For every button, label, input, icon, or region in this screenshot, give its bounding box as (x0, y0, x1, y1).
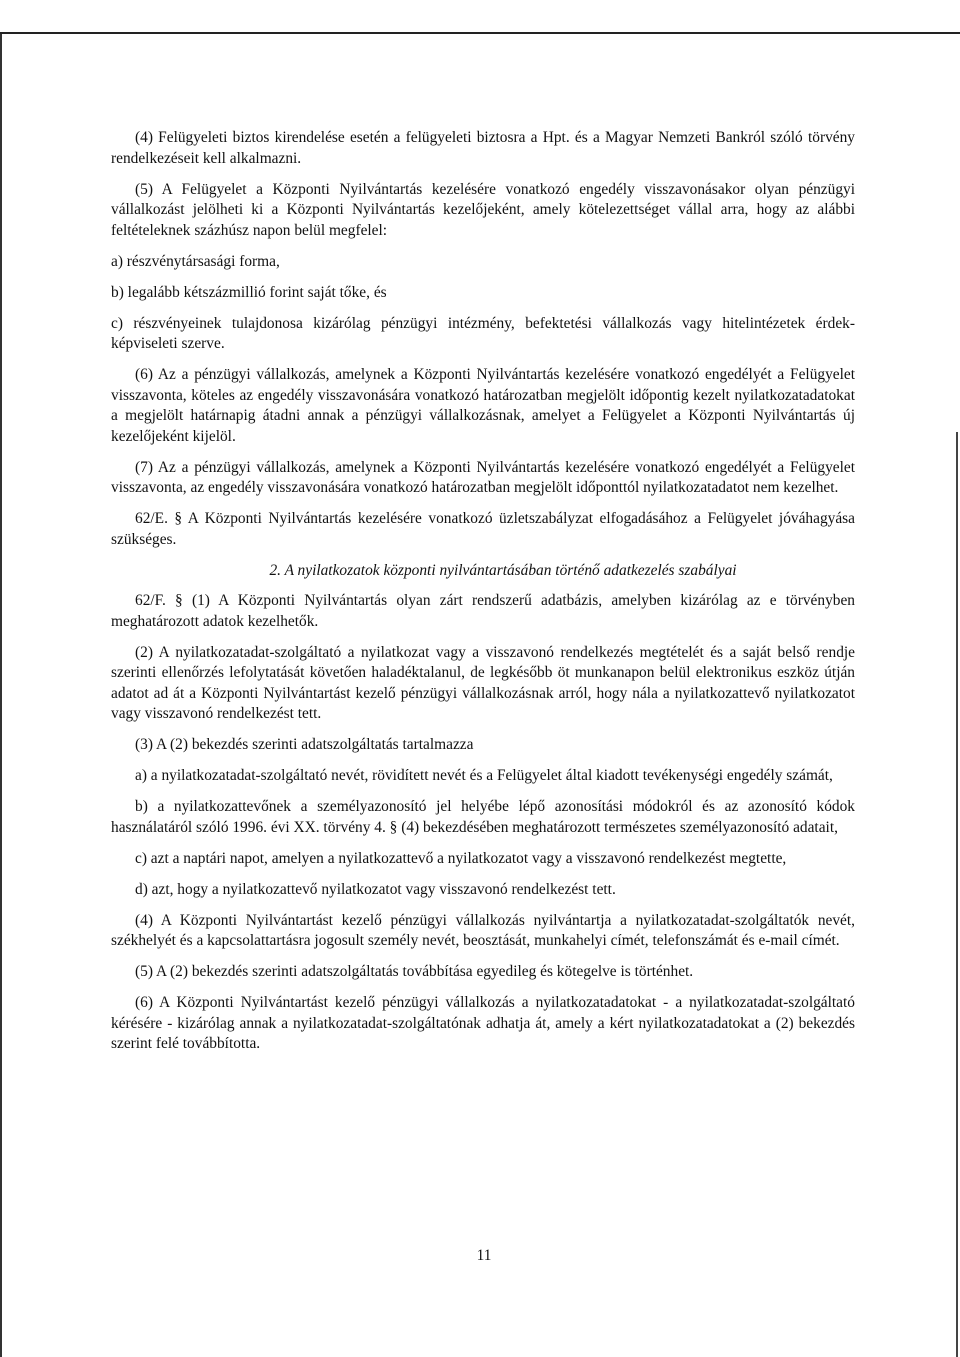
section-subtitle: 2. A nyilatkozatok központi nyilvántartásában történő adatkezelés szabályai (269, 561, 737, 579)
section-62e: 62/E. § A Központi Nyilvántartás kezelésére vonatkozó üzletszabályzat elfogadásához a Felügyelet jóváhagyása szükséges. (111, 510, 855, 548)
section-62f-3-d: d) azt, hogy a nyilatkozattevő nyilatkozatot vagy visszavonó rendelkezést tett. (135, 880, 616, 898)
section-62f-2: (2) A nyilatkozatadat-szolgáltató a nyilatkozat vagy a visszavonó rendelkezés megtételét és a saját belső rendje szerinti ellenőrzés lefolytatását követően haladéktalanul, de legkésőbb öt munkanapon belül elektronikus eszköz útján adatot ad át a Központi Nyilvántartást kezelő pénzügyi vállalkozásnak arról, hogy nála a nyilatkozattevő nyilatkozatot vagy visszavonó rendelkezést tett. (111, 643, 855, 722)
list-item-a: a) részvénytársasági forma, (111, 252, 280, 270)
document-body (111, 128, 855, 1065)
scan-border-right (956, 432, 958, 1357)
section-62f-3-b: b) a nyilatkozattevőnek a személyazonosító jel helyébe lépő azonosítási módokról és az azonosító kódok használatáról szóló 1996. évi XX. törvény 4. § (4) bekezdésében meghatározott természetes személyazonosító adatait, (111, 798, 855, 836)
section-62f-6: (6) A Központi Nyilvántartást kezelő pénzügyi vállalkozás a nyilatkozatadatokat - a nyilatkozatadat-szolgáltató kérésére - kizárólag annak a nyilatkozatadat-szolgáltatónak adhatja át, amely a kért nyilatkozatadatokat a (2) bekezdés szerint felé továbbította. (111, 994, 855, 1052)
section-62f-3: (3) A (2) bekezdés szerinti adatszolgáltatás tartalmazza (135, 736, 474, 753)
list-item-c: c) részvényeinek tulajdonosa kizárólag pénzügyi intézmény, befektetési vállalkozás vagy hitelintézetek érdek-képviseleti szerve. (111, 314, 855, 352)
page-number: 11 (476, 1247, 492, 1264)
paragraph-5: (5) A Felügyelet a Központi Nyilvántartás kezelésére vonatkozó engedély visszavonásakor olyan pénzügyi vállalkozást jelölheti ki a Központi Nyilvántartás kezelőjeként, amely kötelezettséget vállal arra, hogy az alábbi feltételeknek százhúsz napon belül megfelel: (111, 180, 855, 239)
section-62f-5: (5) A (2) bekezdés szerinti adatszolgáltatás továbbítása egyedileg és kötegelve is történhet. (135, 963, 694, 980)
list-item-b: b) legalább kétszázmillió forint saját tőke, és (111, 283, 387, 301)
paragraph-4: (4) Felügyeleti biztos kirendelése esetén a felügyeleti biztosra a Hpt. és a Magyar Nemzeti Bankról szóló törvény rendelkezéseit kell alkalmazni. (111, 129, 855, 167)
scan-border-left (0, 34, 2, 1357)
section-62f-3-a: a) a nyilatkozatadat-szolgáltató nevét, rövidített nevét és a Felügyelet által kiadott tevékenységi engedély számát, (135, 767, 833, 784)
paragraph-7: (7) Az a pénzügyi vállalkozás, amelynek a Központi Nyilvántartás kezelésére vonatkozó engedélyét a Felügyelet visszavonta, az engedély visszavonására vonatkozó határozatban megjelölt időponttól nyilatkozatadatot nem kezelhet. (111, 458, 855, 496)
section-62f-4: (4) A Központi Nyilvántartást kezelő pénzügyi vállalkozás nyilvántartja a nyilatkozatadat-szolgáltatók nevét, székhelyét és a kapcsolattartásra jogosult személy nevét, beosztását, munkahelyi címét, telefonszámát és e-mail címét. (111, 911, 855, 949)
section-62f-3-c: c) azt a naptári napot, amelyen a nyilatkozattevő a nyilatkozatot vagy a visszavonó rendelkezést megtette, (135, 849, 787, 867)
section-62f-1: 62/F. § (1) A Központi Nyilvántartás olyan zárt rendszerű adatbázis, amelyben kizárólag az e törvényben meghatározott adatok kezelhetők. (111, 592, 855, 630)
page-number-container (0, 1247, 960, 1265)
paragraph-6: (6) Az a pénzügyi vállalkozás, amelynek a Központi Nyilvántartás kezelésére vonatkozó engedélyét a Felügyelet visszavonta, köteles az engedély visszavonására vonatkozó határozatban megjelölt időpontig kezelt nyilatkozatadatokat a megjelölt határnapig átadni annak a pénzügyi vállalkozásnak, amelyet a Felügyelet a Központi Nyilvántartás új kezelőjeként kijelöl. (111, 366, 855, 445)
scan-border-top (0, 32, 960, 34)
